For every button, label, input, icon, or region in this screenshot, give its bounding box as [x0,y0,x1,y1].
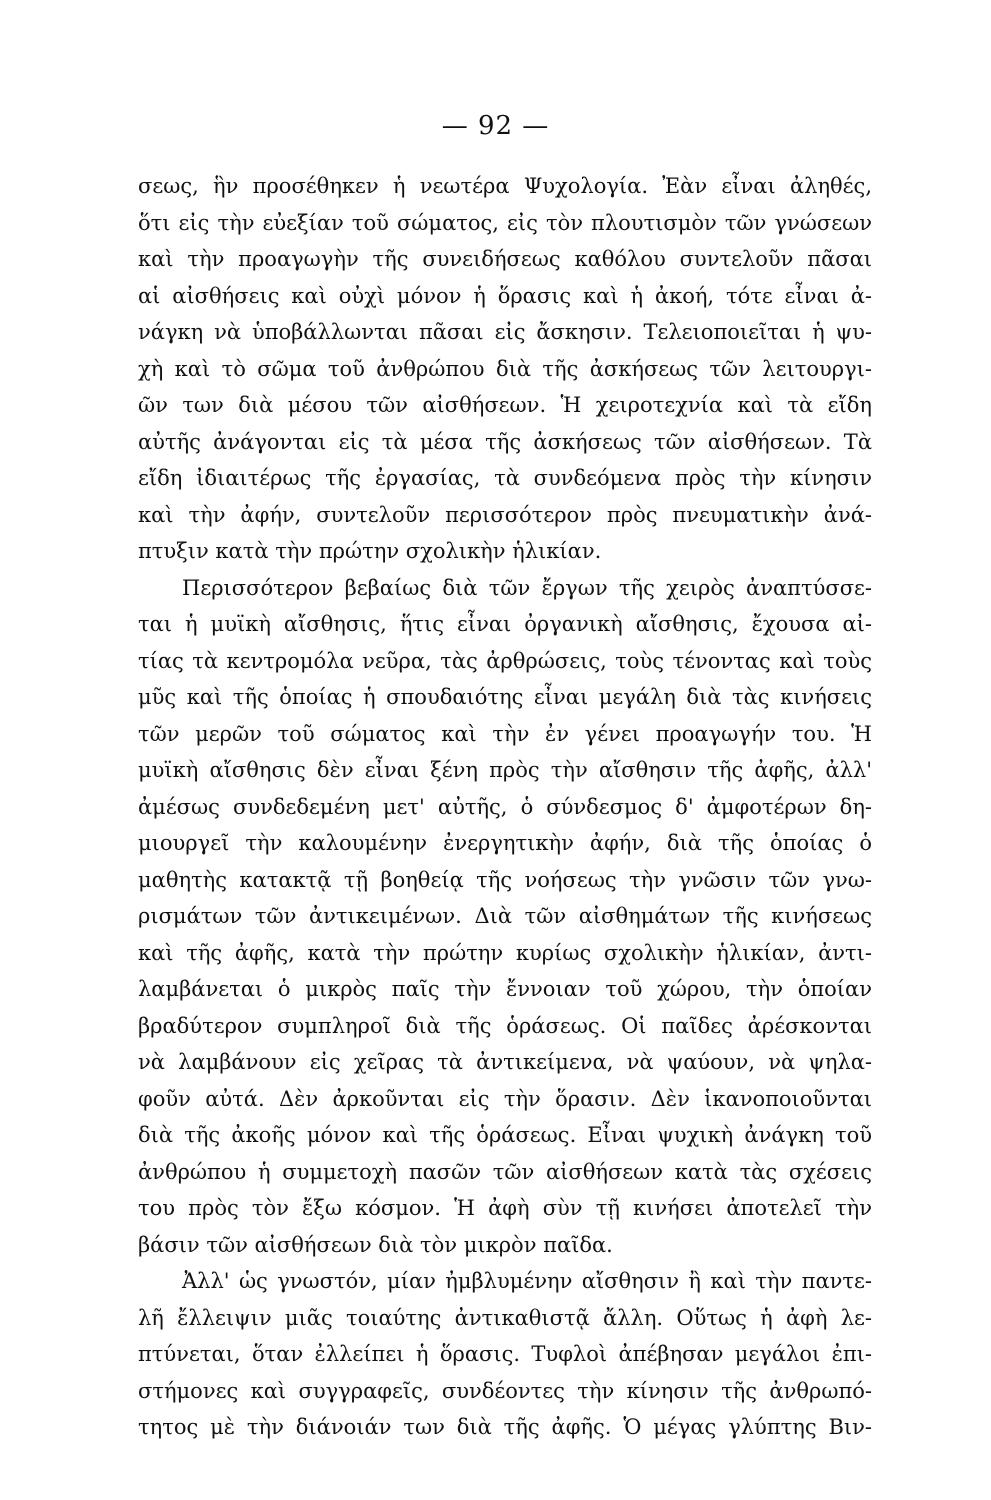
text-line: τίας τὰ κεντρομόλα νεῦρα, τὰς ἀρθρώσεις, τοὺς τένοντας καὶ τοὺς [138,648,872,673]
text-line: εἴδη ἰδιαιτέρως τῆς ἐργασίας, τὰ συνδεόμενα πρὸς τὴν κίνησιν [138,466,872,490]
text-line: φοῦν αὐτά. Δὲν ἀρκοῦνται εἰς τὴν ὅρασιν. Δὲν ἱκανοποιοῦνται [138,1086,872,1111]
text-line: ἀμέσως συνδεδεμένη μετ' αὐτῆς, ὁ σύνδεσμος δ' ἀμφοτέρων δη- [138,794,872,819]
text-line: διὰ τῆς ἀκοῆς μόνον καὶ τῆς ὁράσεως. Εἶναι ψυχικὴ ἀνάγκη τοῦ [138,1123,872,1147]
text-line: ῶν των διὰ μέσου τῶν αἰσθήσεων. Ἡ χειροτεχνία καὶ τὰ εἴδη [138,393,872,417]
paragraph [138,570,872,1264]
text-line: Περισσότερον βεβαίως διὰ τῶν ἔργων τῆς χειρὸς ἀναπτύσσε- [182,575,872,600]
paragraph [138,168,872,570]
text-line: αἱ αἰσθήσεις καὶ οὐχὶ μόνον ἡ ὅρασις καὶ ἡ ἀκοή, τότε εἶναι ἀ- [138,283,872,308]
text-line: βραδύτερον συμπληροῖ διὰ τῆς ὁράσεως. Οἱ παῖδες ἀρέσκονται [138,1013,872,1038]
text-line: σεως, ἣν προσέθηκεν ἡ νεωτέρα Ψυχολογία. Ἐὰν εἶναι ἀληθές, [138,174,872,198]
paragraph [138,1263,872,1446]
text-line: ρισμάτων τῶν ἀντικειμένων. Διὰ τῶν αἰσθημάτων τῆς κινήσεως [138,904,872,928]
text-line: μιουργεῖ τὴν καλουμένην ἐνεργητικὴν ἀφήν, διὰ τῆς ὁποίας ὁ [138,831,872,855]
text-line: στήμονες καὶ συγγραφεῖς, συνδέοντες τὴν κίνησιν τῆς ἀνθρωπό- [138,1378,872,1403]
text-line: ὅτι εἰς τὴν εὐεξίαν τοῦ σώματος, εἰς τὸν πλουτισμὸν τῶν γνώσεων [138,210,872,235]
text-line: λῆ ἔλλειψιν μιᾶς τοιαύτης ἀντικαθιστᾷ ἄλλη. Οὕτως ἡ ἀφὴ λε- [138,1305,872,1330]
text-line: βάσιν τῶν αἰσθήσεων διὰ τὸν μικρὸν παῖδα. [138,1232,613,1257]
text-line: νάγκη νὰ ὑποβάλλωνται πᾶσαι εἰς ἄσκησιν. Τελειοποιεῖται ἡ ψυ- [138,320,872,344]
text-line: χὴ καὶ τὸ σῶμα τοῦ ἀνθρώπου διὰ τῆς ἀσκήσεως τῶν λειτουργι- [138,356,872,381]
text-line: λαμβάνεται ὁ μικρὸς παῖς τὴν ἔννοιαν τοῦ χώρου, τὴν ὁποίαν [138,977,872,1001]
page-number: — 92 — [441,111,550,141]
text-line: τητος μὲ τὴν διάνοιάν των διὰ τῆς ἀφῆς. Ὁ μέγας γλύπτης Βιν- [138,1415,872,1439]
text-line: τῶν μερῶν τοῦ σώματος καὶ τὴν ἐν γένει προαγωγήν του. Ἡ [138,721,872,746]
text-line: καὶ τῆς ἀφῆς, κατὰ τὴν πρώτην κυρίως σχολικὴν ἡλικίαν, ἀντι- [138,940,872,965]
text-line: καὶ τὴν προαγωγὴν τῆς συνειδήσεως καθόλου συντελοῦν πᾶσαι [138,247,872,271]
text-line: μῦς καὶ τῆς ὁποίας ἡ σπουδαιότης εἶναι μεγάλη διὰ τὰς κινήσεις [138,685,872,709]
text-line: πτυξιν κατὰ τὴν πρώτην σχολικὴν ἡλικίαν. [138,539,602,563]
text-line: μυϊκὴ αἴσθησις δὲν εἶναι ξένη πρὸς τὴν αἴσθησιν τῆς ἀφῆς, ἀλλ' [138,758,872,782]
text-line: ἀνθρώπου ἡ συμμετοχὴ πασῶν τῶν αἰσθήσεων κατὰ τὰς σχέσεις [138,1159,872,1184]
text-line: ται ἡ μυϊκὴ αἴσθησις, ἥτις εἶναι ὀργανικὴ αἴσθησις, ἔχουσα αἰ- [138,612,872,636]
text-line: νὰ λαμβάνουν εἰς χεῖρας τὰ ἀντικείμενα, νὰ ψαύουν, νὰ ψηλα- [138,1050,872,1074]
body-text [138,168,872,1446]
text-line: μαθητὴς κατακτᾷ τῇ βοηθείᾳ τῆς νοήσεως τὴν γνῶσιν τῶν γνω- [138,867,872,892]
text-line: του πρὸς τὸν ἔξω κόσμον. Ἡ ἀφὴ σὺν τῇ κινήσει ἀποτελεῖ τὴν [138,1196,872,1220]
text-line: καὶ τὴν ἀφήν, συντελοῦν περισσότερον πρὸς πνευματικὴν ἀνά- [138,502,872,527]
text-line: αὐτῆς ἀνάγονται εἰς τὰ μέσα τῆς ἀσκήσεως τῶν αἰσθήσεων. Τὰ [138,429,872,454]
text-line: πτύνεται, ὅταν ἐλλείπει ἡ ὅρασις. Τυφλοὶ ἀπέβησαν μεγάλοι ἐπι- [138,1342,872,1366]
text-line: Ἀλλ' ὡς γνωστόν, μίαν ἠμβλυμένην αἴσθησιν ἢ καὶ τὴν παντε- [182,1269,872,1293]
